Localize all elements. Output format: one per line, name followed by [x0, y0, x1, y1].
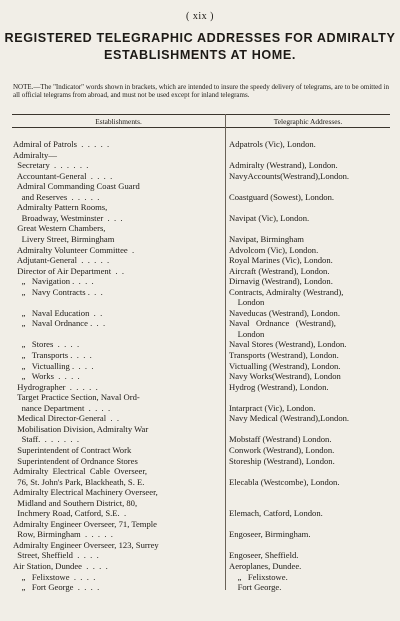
establishment-cell: nance Department . . . .: [13, 402, 111, 413]
address-cell: Victualling (Westrand), London.: [229, 360, 341, 371]
column-divider: [225, 114, 226, 590]
establishment-cell: Admiralty Volunteer Committee .: [13, 244, 135, 255]
establishment-cell: and Reserves . . . . .: [13, 191, 100, 202]
page-subtitle: ESTABLISHMENTS AT HOME.: [104, 48, 296, 62]
address-cell: Navy Works(Westrand), London: [229, 371, 341, 382]
establishment-cell: „ Fort George . . . .: [13, 582, 100, 593]
establishment-cell: Admiralty Electrical Cable Overseer,: [13, 466, 147, 477]
address-cell: Navy Medical (Westrand),London.: [229, 413, 350, 424]
address-cell: Aircraft (Westrand), London.: [229, 265, 330, 276]
establishment-cell: Hydrographer . . . . .: [13, 381, 98, 392]
establishment-cell: Superintendent of Contract Work: [13, 444, 132, 455]
establishment-cell: „ Stores . . . .: [13, 339, 80, 350]
address-cell: Engoseer, Birmingham.: [229, 529, 311, 540]
address-cell: Elemach, Catford, London.: [229, 508, 323, 519]
address-cell: Conwork (Westrand), London.: [229, 444, 335, 455]
address-cell: Mobstaff (Westrand) London.: [229, 434, 332, 445]
establishment-cell: Accountant-General . . . .: [13, 170, 113, 181]
establishment-cell: „ Felixstowe . . . .: [13, 571, 96, 582]
establishment-cell: Broadway, Westminster . . .: [13, 212, 123, 223]
address-cell: Dirnavig (Westrand), London.: [229, 276, 333, 287]
address-cell: Intarpract (Vic), London.: [229, 402, 316, 413]
establishment-cell: Medical Director-General . .: [13, 413, 120, 424]
address-cell: Advolcom (Vic), London.: [229, 244, 319, 255]
address-cell: „ Felixstowe.: [229, 571, 288, 582]
address-cell: Fort George.: [229, 582, 282, 593]
establishment-cell: „ Naval Ordnance . . .: [13, 318, 106, 329]
establishment-cell: Director of Air Department . .: [13, 265, 124, 276]
establishment-cell: Inchmery Road, Catford, S.E. .: [13, 508, 127, 519]
address-cell: Royal Marines (Vic), London.: [229, 255, 333, 266]
address-cell: Transports (Westrand), London.: [229, 350, 339, 360]
address-cell: Naval Ordnance (Westrand),: [229, 318, 336, 329]
establishment-cell: Admiral of Patrols . . . . .: [13, 139, 110, 149]
addresses-header: Telegraphic Addresses.: [273, 117, 343, 126]
establishment-cell: Target Practice Section, Naval Ord-: [13, 392, 140, 403]
address-cell: Aeroplanes, Dundee.: [229, 561, 302, 571]
address-cell: Navipat (Vic), London.: [229, 212, 310, 223]
establishment-cell: Secretary . . . . . .: [13, 160, 89, 171]
address-cell: Engoseer, Sheffield.: [229, 550, 299, 561]
establishment-cell: „ Navigation . . . .: [13, 276, 94, 287]
establishment-cell: Row, Birmingham . . . . .: [13, 529, 113, 540]
address-cell: Hydrog (Westrand), London.: [229, 381, 329, 392]
establishment-cell: Admiralty—: [13, 149, 57, 160]
address-cell: Navipat, Birmingham: [229, 233, 304, 244]
page-number: ( xix ): [186, 11, 214, 22]
page-title: REGISTERED TELEGRAPHIC ADDRESSES FOR ADMIRALTY: [4, 31, 396, 45]
establishment-cell: Air Station, Dundee . . . .: [13, 561, 108, 571]
address-cell: Coastguard (Sowest), London.: [229, 191, 335, 202]
establishment-cell: „ Navy Contracts . . .: [13, 286, 103, 297]
establishment-cell: Staff. . . . . . .: [13, 434, 79, 445]
establishment-cell: „ Naval Education . .: [13, 307, 103, 318]
address-cell: Elecabla (Westcombe), London.: [229, 476, 340, 487]
establishment-cell: Adjutant-General . . . . .: [13, 255, 110, 266]
establishment-cell: Superintendent of Ordnance Stores: [13, 455, 138, 466]
address-cell: London: [229, 328, 265, 339]
establishments-header: Establishments.: [95, 117, 142, 126]
address-cell: Storeship (Westrand), London.: [229, 455, 335, 466]
address-cell: Adpatrols (Vic), London.: [229, 139, 316, 149]
establishment-cell: Midland and Southern District, 80,: [13, 497, 138, 508]
address-cell: Admiralty (Westrand), London.: [229, 160, 338, 171]
address-cell: Naval Stores (Westrand), London.: [229, 339, 347, 350]
establishment-cell: 76, St. John's Park, Blackheath, S. E.: [13, 476, 145, 487]
establishment-cell: Admiral Commanding Coast Guard: [13, 181, 140, 192]
address-cell: London: [229, 297, 265, 308]
establishment-cell: Admiralty Pattern Rooms,: [13, 202, 108, 213]
header-rule: [12, 127, 390, 128]
address-cell: NavyAccounts(Westrand),London.: [229, 170, 350, 181]
address-cell: Contracts, Admiralty (Westrand),: [229, 286, 344, 297]
establishment-cell: Admiralty Engineer Overseer, 123, Surrey: [13, 539, 159, 550]
establishment-cell: „ Victualling . . . .: [13, 360, 94, 371]
establishment-cell: Livery Street, Birmingham: [13, 233, 115, 244]
establishment-cell: „ Transports . . . .: [13, 350, 92, 360]
establishment-cell: Street, Sheffield . . . .: [13, 550, 99, 561]
establishment-cell: „ Works . . . .: [13, 371, 80, 382]
establishment-cell: Admiralty Electrical Machinery Overseer,: [13, 487, 158, 498]
establishment-cell: Mobilisation Division, Admiralty War: [13, 423, 149, 434]
address-cell: Naveducas (Westrand), London.: [229, 307, 340, 318]
indicator-note: NOTE.—The "Indicator" words shown in brackets, which are intended to insure the speedy delivery of telegrams, are to be omitted in all official telegrams from abroad, and must not be used except for inland telegrams.: [13, 83, 389, 100]
table-top-rule: [12, 114, 390, 115]
establishment-cell: Admiralty Engineer Overseer, 71, Temple: [13, 518, 157, 529]
establishment-cell: Great Western Chambers,: [13, 223, 106, 234]
